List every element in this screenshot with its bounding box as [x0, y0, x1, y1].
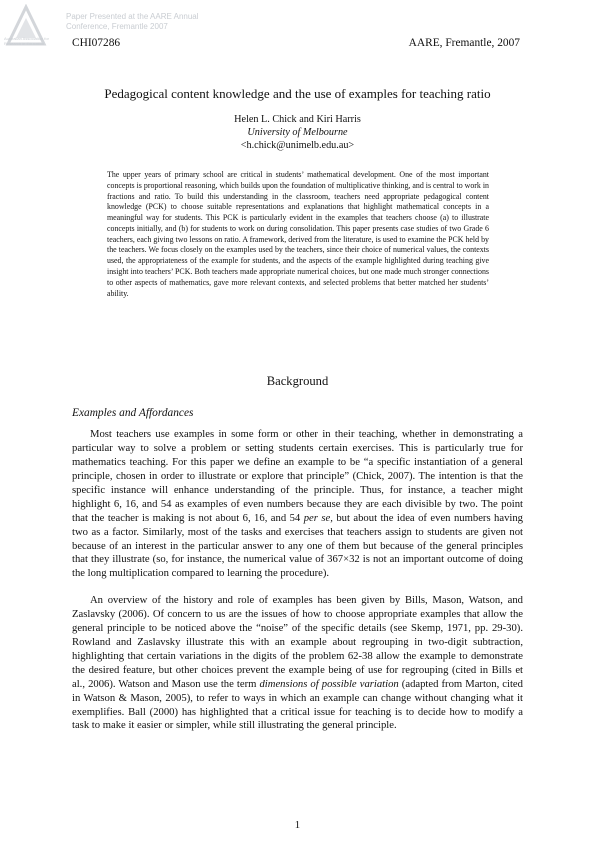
author-email: <h.chick@unimelb.edu.au>	[240, 140, 355, 151]
header-paper-code: CHI07286	[72, 37, 121, 49]
author-names: Helen L. Chick and Kiri Harris	[234, 114, 361, 125]
header-conference: AARE, Fremantle, 2007	[408, 37, 520, 49]
paragraph-2-text-a: An overview of the history and role of examples has been given by Bills, Mason, Watson, and Zaslavsky (2006). Of concern to us are the issues of how to choose appropriate examples that allow the general principle to be noticed above the “noise” of the specific details (see Skemp, 1971, pp. 29-30). Rowland and Zaslavsky illustrate this with an example about regrouping in two-digit subtraction, highlighting that certain variations in the digits of the problem 62-38 allow the example to demonstrate the desired feature, but other choices prevent the example being of use for regrouping (cited in Bills et al., 2006). Watson and Mason use the term	[72, 595, 523, 690]
author-block	[0, 113, 595, 152]
page-number: 1	[294, 819, 301, 831]
watermark-line-1: Paper Presented at the AARE Annual	[66, 12, 199, 21]
section-heading-background: Background	[266, 374, 329, 388]
paragraph-1-italic: per se,	[303, 512, 333, 524]
body-paragraph-1	[72, 428, 523, 581]
paragraph-1-text-b: but about the idea of even numbers having two as a factor. Similarly, most of the tasks and exercises that teachers assign to students are given not because of an interest in the particular answer to any one of them but because of the general principles that they illustrate (so, for instance, the numerical value of 367×32 is not an important outcome of doing the long multiplication compared to learning the procedure).	[72, 512, 524, 580]
paragraph-1-text-a: Most teachers use examples in some form or other in their teaching, whether in demonstrating a particular way to solve a problem or setting students certain exercises. This is particularly true for mathematics teaching. For this paper we define an example to be “a specific instantiation of a general principle, chosen in order to illustrate or explore that principle” (Chick, 2007). The intention is that the specific instance will enhance understanding of the principle. Thus, for instance, a teacher might highlight 6, 16, and 54 as examples of even numbers because they are each divisible by two. The point that the teacher is making is not about 6, 16, and 54	[72, 429, 523, 524]
watermark-line-2: Conference, Fremantle 2007	[66, 22, 168, 31]
author-affiliation: University of Melbourne	[247, 127, 348, 138]
paragraph-2-italic: dimensions of possible variation	[259, 678, 399, 690]
paragraph-2-text-b: (adapted from Marton, cited in Watson & Mason, 2005), to refer to ways in which an example can change without changing what it exemplifies. Ball (2000) has highlighted that a critical issue for teaching is to decide how to modify a task to make it easier or simpler, while still illustrating the general principle.	[72, 678, 523, 732]
body-paragraph-2	[72, 594, 523, 733]
abstract: The upper years of primary school are critical in students’ mathematical development. One of the most important concepts is proportional reasoning, which builds upon the foundation of multiplicative thinking, and is central to work in fractions and ratio. To build this understanding in the classroom, teachers need appropriate pedagogical content knowledge (PCK) to choose suitable representations and explanations that highlight mathematical concepts in a meaningful way for students. This PCK is particularly evident in the examples that teachers choose (a) to illustrate concepts initially, and (b) for students to work on during consolidation. This paper presents case studies of two Grade 6 teachers, each giving two lessons on ratio. A framework, derived from the literature, is used to examine the PCK held by the teachers. We focus closely on the examples used by the teachers, since their choice of numerical values, the contexts used, the appropriateness of the example for students, and the aspects of the example highlighted during teaching give insight into teachers’ PCK. Both teachers made appropriate numerical choices, but one made much stronger connections to other aspects of mathematics, gave more relevant contexts, and selected problems that better matched her students’ ability.	[107, 170, 489, 298]
paper-title: Pedagogical content knowledge and the use of examples for teaching ratio	[104, 86, 491, 101]
watermark-logo-text: Australian Association for Research in Education	[4, 36, 49, 46]
subsection-heading-examples: Examples and Affordances	[72, 407, 194, 419]
watermark-text	[66, 12, 199, 32]
